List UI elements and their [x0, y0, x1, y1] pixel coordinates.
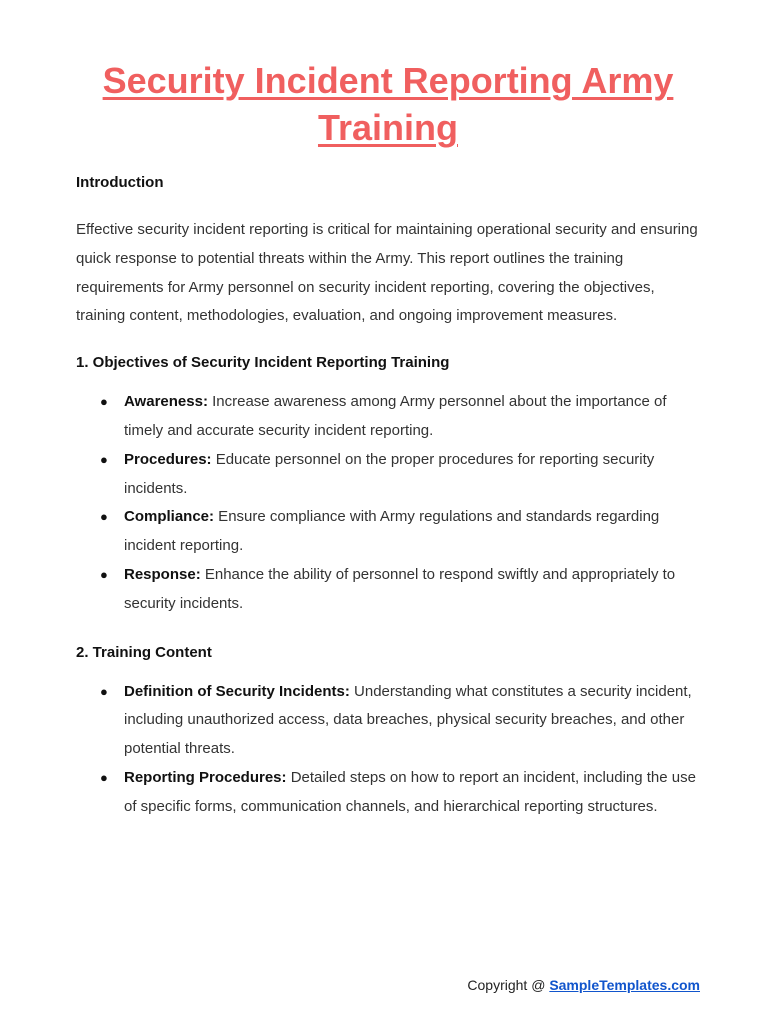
copyright-text: Copyright @ — [467, 977, 550, 993]
list-item-label: Compliance: — [124, 508, 215, 526]
introduction-heading: Introduction — [76, 174, 164, 191]
introduction-paragraph: Effective security incident reporting is critical for maintaining operational security and ensuring quick response to potential threats within the Army. This report outlines the training requirements for Army personnel on security incident reporting, covering the objectives, training content, methodologies, evaluation, and ongoing improvement measures. — [76, 221, 698, 325]
bullet-icon: ● — [100, 769, 108, 785]
list-item-text: Ensure compliance with Army regulations and standards regarding incident reporting. — [124, 508, 660, 555]
list-item-label: Reporting Procedures: — [124, 768, 287, 786]
objectives-list — [76, 388, 700, 618]
sampletemplates-link[interactable]: SampleTemplates.com — [549, 977, 700, 993]
list-item — [76, 678, 700, 764]
list-item — [76, 764, 700, 822]
list-item-text: Educate personnel on the proper procedures for reporting security incidents. — [124, 450, 655, 497]
list-item-label: Definition of Security Incidents: — [124, 682, 350, 700]
list-item — [76, 446, 700, 504]
bullet-icon: ● — [100, 683, 108, 699]
list-item — [76, 503, 700, 561]
document-page — [76, 0, 700, 822]
section-heading-training-content: 2. Training Content — [76, 643, 212, 661]
list-item — [76, 388, 700, 446]
bullet-icon: ● — [100, 509, 108, 525]
training-content-list — [76, 678, 700, 822]
list-item-label: Procedures: — [124, 450, 212, 468]
section-heading-objectives: 1. Objectives of Security Incident Reporting Training — [76, 354, 450, 372]
list-item-text: Understanding what constitutes a security incident, including unauthorized access, data breaches, physical security breaches, and other potential threats. — [124, 682, 692, 758]
list-item-label: Awareness: — [124, 393, 208, 411]
list-item-label: Response: — [124, 565, 201, 583]
list-item-text: Increase awareness among Army personnel about the importance of timely and accurate security incident reporting. — [124, 393, 667, 439]
list-item-text: Enhance the ability of personnel to respond swiftly and appropriately to security incidents. — [124, 565, 676, 612]
bullet-icon: ● — [100, 394, 108, 410]
list-item-text: Detailed steps on how to report an incident, including the use of specific forms, communication channels, and hierarchical reporting structures. — [124, 768, 696, 815]
bullet-icon: ● — [100, 566, 108, 582]
bullet-icon: ● — [100, 451, 108, 467]
document-title: Security Incident Reporting Army Training — [102, 60, 674, 148]
list-item — [76, 561, 700, 619]
copyright-footer — [467, 977, 700, 993]
